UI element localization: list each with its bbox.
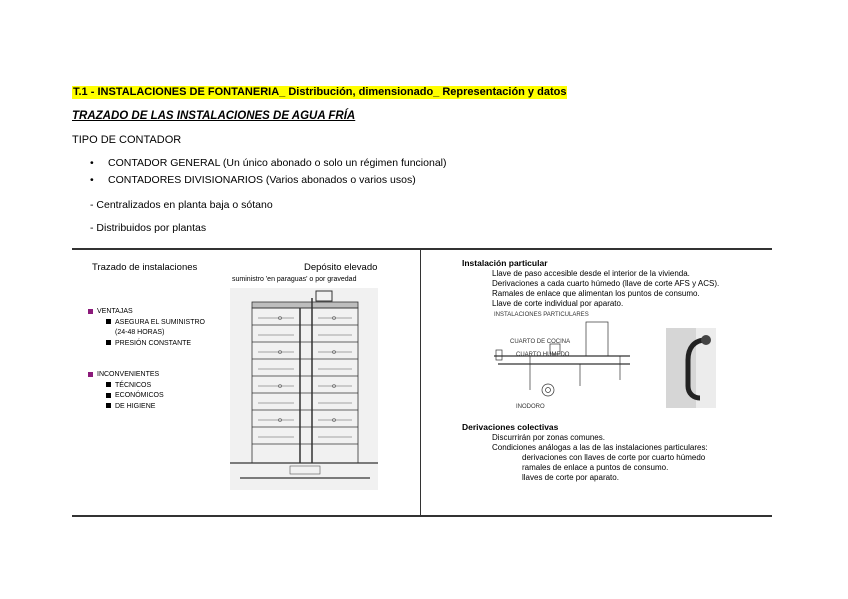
left-title: Trazado de instalaciones bbox=[92, 262, 198, 273]
ventajas-block bbox=[88, 307, 205, 349]
slide-figure bbox=[72, 248, 772, 517]
bullet-icon bbox=[106, 319, 111, 324]
building-section-drawing bbox=[230, 288, 378, 490]
instalacion-particular-lines bbox=[492, 269, 719, 309]
diagram-sub-inodoro: INODORO bbox=[516, 404, 545, 410]
inconvenientes-label: INCONVENIENTES bbox=[97, 371, 160, 378]
line-item: derivaciones con llaves de corte por cuarto húmedo bbox=[522, 453, 706, 462]
inconv-item: TÉCNICOS bbox=[115, 381, 152, 389]
line-item: Derivaciones a cada cuarto húmedo (llave de corte AFS y ACS). bbox=[492, 279, 720, 288]
derivaciones-title: Derivaciones colectivas bbox=[462, 422, 559, 432]
contador-list bbox=[90, 157, 447, 191]
plumbing-diagram bbox=[490, 320, 640, 404]
list-item: • CONTADOR GENERAL (Un único abonado o solo un régimen funcional) bbox=[90, 157, 447, 169]
line-item: ramales de enlace a puntos de consumo. bbox=[522, 463, 669, 472]
inconvenientes-block bbox=[88, 370, 164, 412]
diagram-label: INSTALACIONES PARTICULARES bbox=[494, 312, 589, 318]
valve-photo bbox=[666, 328, 716, 408]
bullet-icon bbox=[106, 403, 111, 408]
instalacion-particular-title: Instalación particular bbox=[462, 258, 548, 268]
line-item: Ramales de enlace que alimentan los puntos de consumo. bbox=[492, 289, 700, 298]
ventaja-item: PRESIÓN CONSTANTE bbox=[115, 339, 192, 347]
list-item: • CONTADORES DIVISIONARIOS (Varios abonados o varios usos) bbox=[90, 174, 416, 186]
ventajas-bullet bbox=[88, 309, 93, 314]
inconv-item: DE HIGIENE bbox=[115, 402, 156, 410]
line-item: Llave de paso accesible desde el interior de la vivienda. bbox=[492, 269, 690, 278]
bullet-icon bbox=[106, 382, 111, 387]
bullet-icon bbox=[106, 340, 111, 345]
diagram-sub-cocina: CUARTO DE COCINA bbox=[510, 339, 571, 345]
inconvenientes-bullet bbox=[88, 372, 93, 377]
deposit-title: Depósito elevado bbox=[304, 262, 378, 273]
line-item: Llave de corte individual por aparato. bbox=[492, 299, 624, 308]
deposit-subtitle: suministro 'en paraguas' o por gravedad bbox=[232, 276, 357, 283]
ventaja-item: (24-48 HORAS) bbox=[115, 329, 165, 336]
bullet-icon bbox=[106, 393, 111, 398]
subtitle: TRAZADO DE LAS INSTALACIONES DE AGUA FRÍA bbox=[72, 110, 356, 122]
line-item: Condiciones análogas a las de las instalaciones particulares: bbox=[492, 443, 708, 452]
ventaja-item: ASEGURA EL SUMINISTRO bbox=[115, 318, 205, 326]
ventajas-label: VENTAJAS bbox=[97, 308, 133, 315]
section-heading: T.1 - INSTALACIONES DE FONTANERIA_ Distribución, dimensionado_ Representación y datos bbox=[73, 86, 567, 98]
tipo-contador-label: TIPO DE CONTADOR bbox=[72, 134, 182, 146]
dash-item-centralizados: - Centralizados en planta baja o sótano bbox=[90, 199, 273, 211]
line-item: Discurrirán por zonas comunes. bbox=[492, 433, 605, 442]
line-item: llaves de corte por aparato. bbox=[522, 473, 619, 482]
derivaciones-lines bbox=[492, 433, 708, 483]
figure-divider bbox=[420, 250, 421, 515]
inconv-item: ECONÓMICOS bbox=[115, 392, 164, 399]
diagram-sub-cuarto: CUARTO HUMEDO bbox=[516, 352, 570, 358]
dash-item-distribuidos: - Distribuidos por plantas bbox=[90, 222, 207, 234]
